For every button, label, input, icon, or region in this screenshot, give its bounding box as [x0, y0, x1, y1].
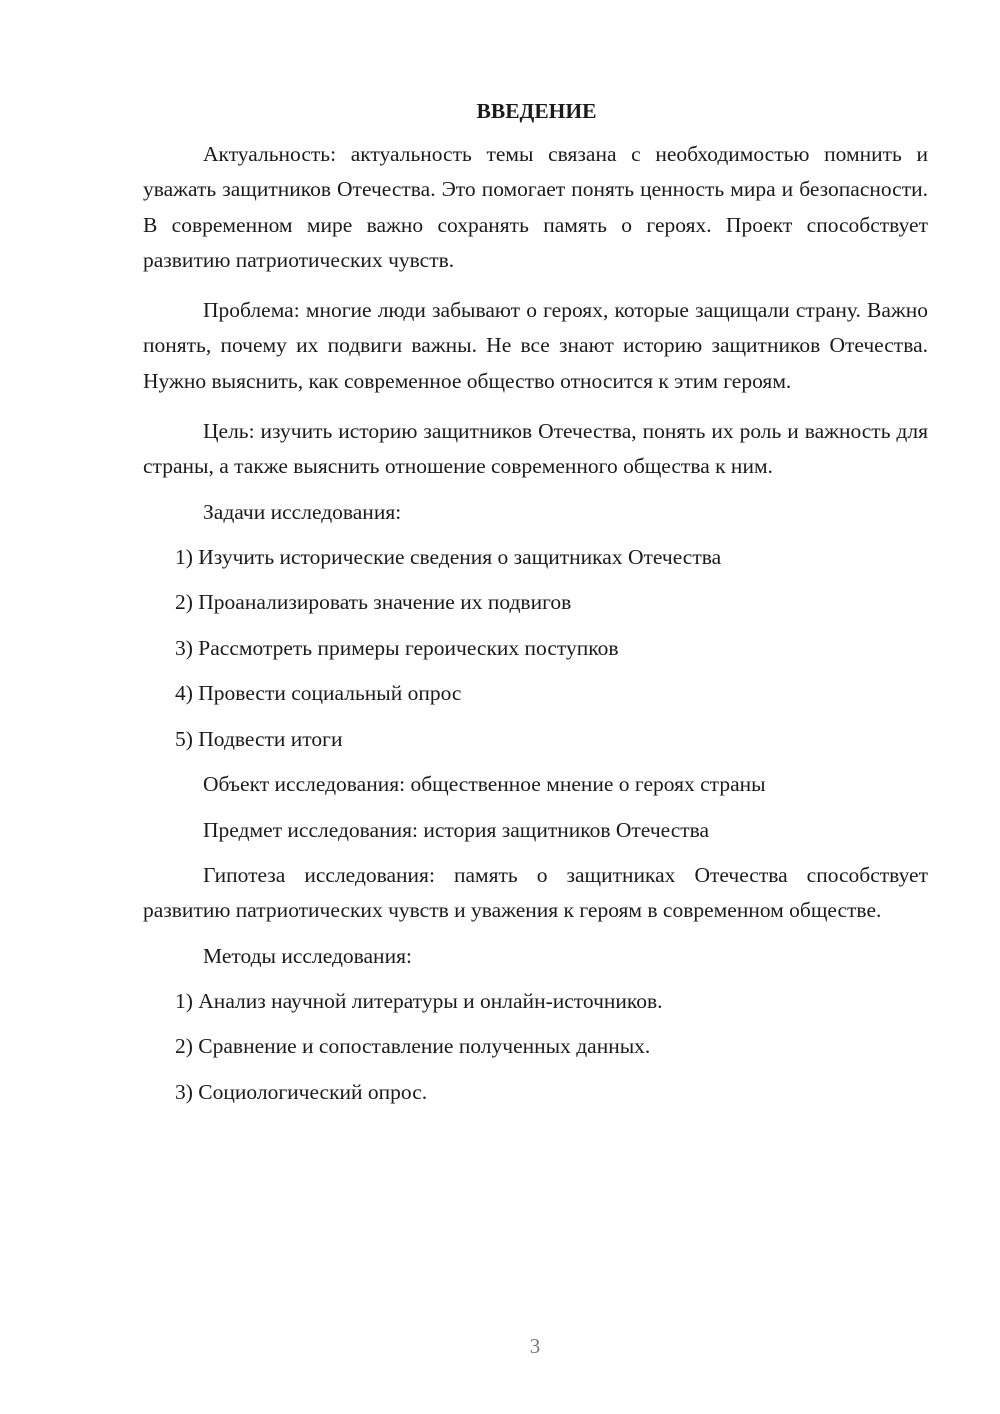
methods-list — [143, 984, 928, 1110]
methods-heading: Методы исследования: — [203, 943, 412, 968]
hypothesis-paragraph: Гипотеза исследования: память о защитниках Отечества способствует развитию патриотических чувств и уважения к героям в современном обществе. — [143, 862, 928, 923]
tasks-list — [143, 540, 928, 757]
task-item: 1) Изучить исторические сведения о защитниках Отечества — [175, 544, 722, 569]
method-item: 2) Сравнение и сопоставление полученных данных. — [175, 1034, 651, 1059]
task-item: 5) Подвести итоги — [175, 726, 343, 751]
relevance-paragraph: Актуальность: актуальность темы связана с необходимостью помнить и уважать защитников Отечества. Это помогает понять ценность мира и безопасности. В современном мире важно сохранять память о героях. Проект способствует развитию патриотических чувств. — [143, 142, 928, 272]
method-item: 1) Анализ научной литературы и онлайн-источников. — [175, 988, 663, 1013]
task-item: 2) Проанализировать значение их подвигов — [175, 590, 572, 615]
research-subject: Предмет исследования: история защитников Отечества — [203, 817, 710, 842]
section-title: ВВЕДЕНИЕ — [476, 99, 597, 123]
task-item: 3) Рассмотреть примеры героических поступков — [175, 635, 619, 660]
tasks-heading: Задачи исследования: — [203, 499, 402, 524]
goal-paragraph: Цель: изучить историю защитников Отечества, понять их роль и важность для страны, а также выяснить отношение современного общества к ним. — [143, 419, 928, 479]
problem-paragraph: Проблема: многие люди забывают о героях, которые защищали страну. Важно понять, почему их подвиги важны. Не все знают историю защитников Отечества. Нужно выяснить, как современное общество относится к этим героям. — [143, 298, 928, 393]
method-item: 3) Социологический опрос. — [175, 1079, 428, 1104]
document-page — [143, 96, 928, 1120]
page-number: 3 — [529, 1334, 541, 1358]
task-item: 4) Провести социальный опрос — [175, 681, 462, 706]
research-object: Объект исследования: общественное мнение о героях страны — [203, 772, 766, 797]
